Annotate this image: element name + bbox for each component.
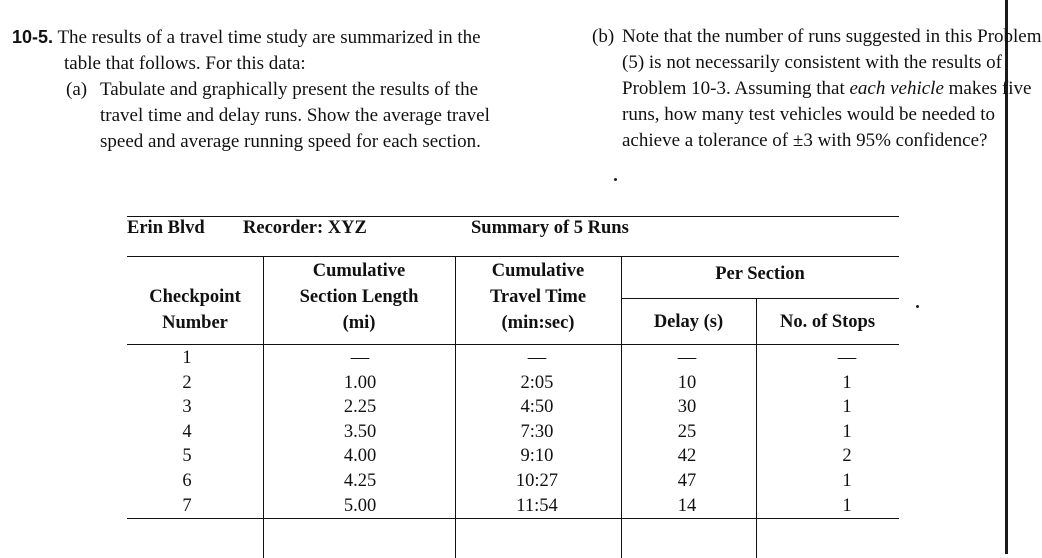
header-per-section: Per Section: [715, 264, 805, 284]
table-cell: 1: [842, 372, 852, 393]
col-section-length: [310, 346, 410, 518]
part-a-label: (a): [66, 79, 88, 100]
scan-speck: [916, 305, 919, 308]
scan-speck: [614, 178, 617, 181]
table-cell: 1: [842, 421, 852, 442]
header-section-length: Cumulative Section Length (mi): [299, 261, 419, 333]
col-travel-time: [487, 346, 587, 518]
problem-intro-line-1: 10-5. The results of a travel time study are summarized in the: [12, 27, 481, 48]
table-cell: 3: [182, 397, 192, 418]
per-section-rule: [621, 298, 899, 299]
part-a-line-3: speed and average running speed for each section.: [100, 131, 481, 152]
part-b-line-5: achieve a tolerance of ±3 with 95% confidence?: [622, 130, 988, 151]
part-a-line-1: (a) Tabulate and graphically present the results of the: [12, 77, 502, 103]
table-cell: 1: [182, 348, 192, 368]
header-delay: Delay (s): [653, 312, 724, 332]
table-cell: 2: [842, 446, 852, 467]
table-cell: —: [527, 348, 547, 368]
table-cell: 25: [677, 421, 697, 442]
table-cell: 2.25: [343, 397, 377, 418]
table-cell: 1: [842, 470, 852, 491]
table-recorder: Recorder: XYZ: [243, 218, 367, 238]
col-divider: [621, 256, 622, 558]
header-travel-time: Cumulative Travel Time (min:sec): [489, 261, 587, 333]
part-b-line-4: runs, how many test vehicles would be needed to: [622, 104, 996, 125]
table-cell: —: [677, 348, 697, 368]
table-location: Erin Blvd: [127, 218, 205, 238]
col-checkpoint: [127, 346, 247, 518]
header-rule-top: [127, 256, 899, 257]
table-cell: 2:05: [520, 372, 554, 393]
table-cell: 5.00: [343, 495, 377, 516]
problem-text-left: [12, 24, 502, 155]
header-checkpoint: Checkpoint Number: [149, 287, 241, 333]
table-cell: 47: [677, 470, 697, 491]
problem-number: 10-5.: [12, 27, 54, 47]
table-cell: 7:30: [520, 421, 554, 442]
col-stops: [807, 346, 887, 518]
table-cell: —: [350, 348, 370, 368]
table-cell: 4:50: [520, 397, 554, 418]
problem-text-right: [592, 24, 1042, 154]
table-cell: 7: [182, 495, 192, 516]
part-b-label: (b): [592, 26, 615, 47]
table-cell: 1.00: [343, 372, 377, 393]
table-cell: 4.00: [343, 446, 377, 467]
table-rule-top: [127, 216, 899, 217]
table-cell: 4.25: [343, 470, 377, 491]
table-cell: 30: [677, 397, 697, 418]
table-cell: 9:10: [520, 446, 554, 467]
col-divider: [756, 298, 757, 558]
problem-intro-line-2: table that follows. For this data:: [64, 53, 306, 74]
table-cell: 11:54: [516, 495, 558, 516]
part-a-line-2: travel time and delay runs. Show the average travel: [100, 105, 490, 126]
header-stops: No. of Stops: [779, 312, 876, 332]
table-cell: 4: [182, 421, 192, 442]
part-b-line-1: (b) Note that the number of runs suggested in this Problem: [592, 24, 1012, 50]
table-cell: 10:27: [515, 470, 559, 491]
table-cell: 1: [842, 397, 852, 418]
table-cell: 6: [182, 470, 192, 491]
table-cell: 10: [677, 372, 697, 393]
col-delay: [647, 346, 727, 518]
header-rule-bottom: [127, 344, 899, 345]
table-summary: Summary of 5 Runs: [471, 218, 629, 238]
table-cell: 42: [677, 446, 697, 467]
table-cell: 3.50: [343, 421, 377, 442]
table-cell: 5: [182, 446, 192, 467]
table-cell: 14: [677, 495, 697, 516]
part-b-line-3: Problem 10-3. Assuming that each vehicle makes five: [622, 78, 1032, 99]
table-cell: 1: [842, 495, 852, 516]
table-cell: 2: [182, 372, 192, 393]
table-rule-bottom: [127, 518, 899, 519]
part-b-line-2: (5) is not necessarily consistent with the results of: [622, 52, 1002, 73]
table-cell: —: [837, 348, 857, 368]
